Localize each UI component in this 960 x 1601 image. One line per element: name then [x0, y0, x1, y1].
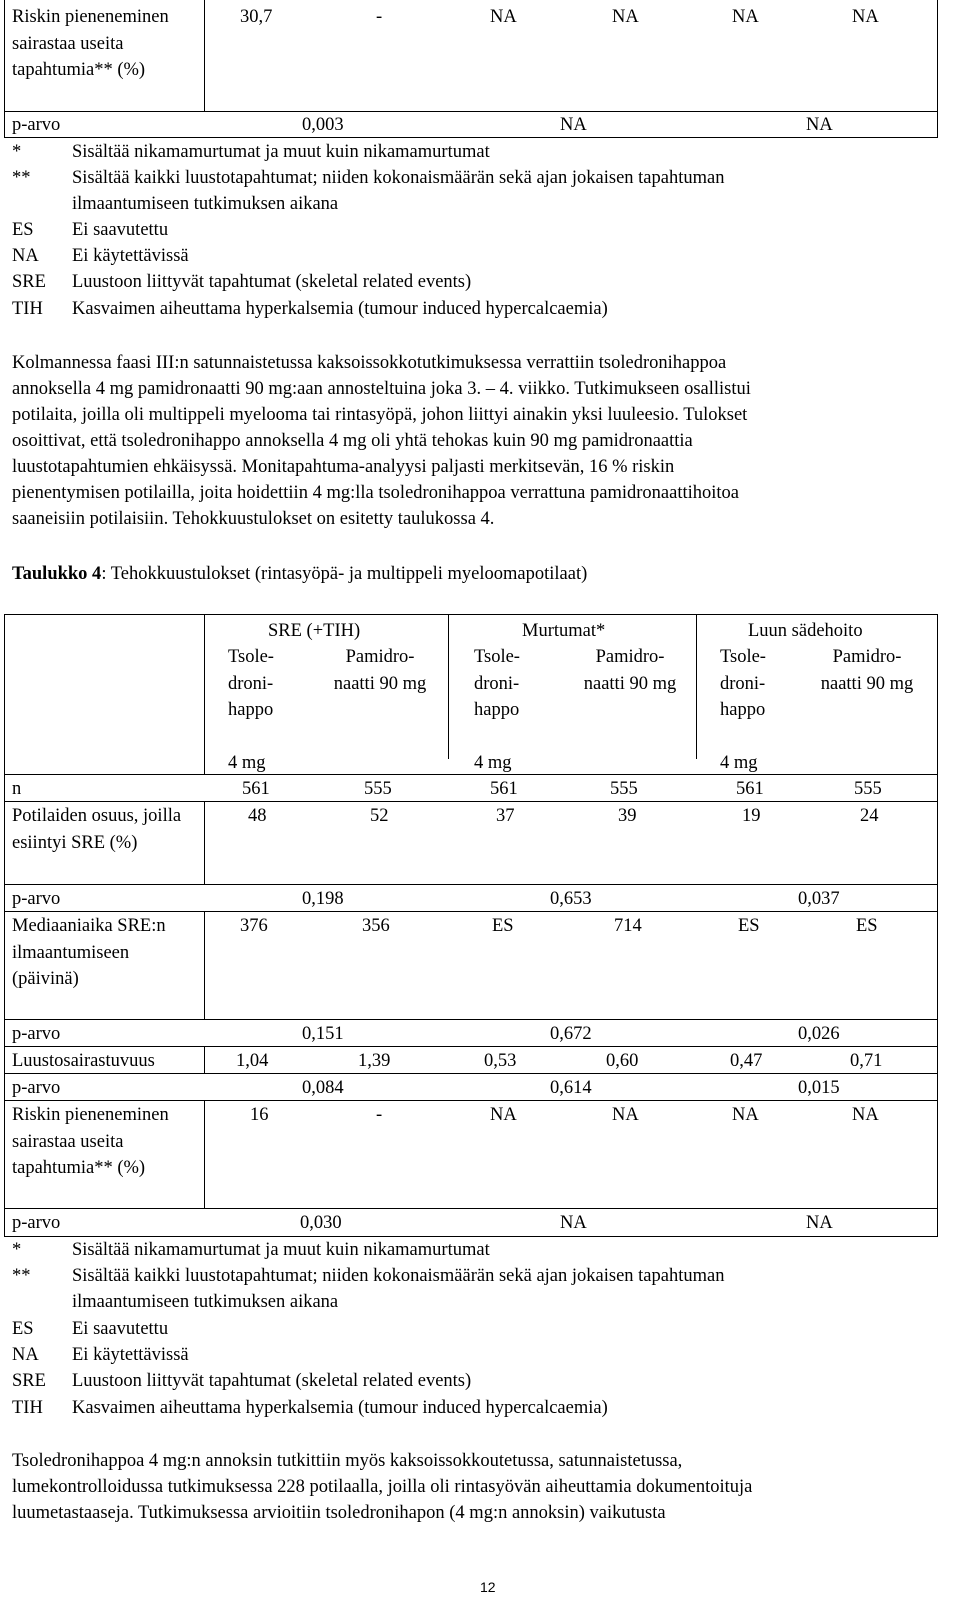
footnote: NA Ei käytettävissä — [12, 246, 189, 266]
row-label-p: p-arvo — [12, 889, 61, 909]
cell: 0,037 — [798, 889, 840, 909]
cell: - — [376, 1105, 383, 1125]
cell: 24 — [860, 806, 879, 826]
col-header-zol-2: Tsole- droni- happo 4 mg — [474, 647, 520, 773]
cell: 0,60 — [606, 1051, 639, 1071]
col-header-zol-1: Tsole- droni- happo 4 mg — [228, 647, 274, 773]
footnote: NA Ei käytettävissä — [12, 1345, 189, 1365]
cell: 19 — [742, 806, 761, 826]
top-p-v1: 0,003 — [302, 115, 344, 135]
top-risk-v2: - — [376, 7, 383, 27]
cell: 714 — [614, 916, 642, 936]
paragraph-line: Kolmannessa faasi III:n satunnaistetussa kaksoissokkotutkimuksessa verrattiin tsoledronihappoa — [12, 353, 727, 373]
cell: 0,47 — [730, 1051, 763, 1071]
footnote: * Sisältää nikamamurtumat ja muut kuin nikamamurtumat — [12, 142, 490, 162]
cell: NA — [732, 1105, 759, 1125]
paragraph-line: luumetastaaseja. Tutkimuksessa arvioitiin tsoledronihapon (4 mg:n annoksin) vaikutusta — [12, 1503, 666, 1523]
cell: 52 — [370, 806, 389, 826]
footnote: ES Ei saavutettu — [12, 1319, 169, 1339]
paragraph-line: osoittivat, että tsoledronihappo annoksella 4 mg oli yhtä tehokas kuin 90 mg pamidronaattia — [12, 431, 693, 451]
cell: NA — [490, 1105, 517, 1125]
cell: 39 — [618, 806, 637, 826]
cell: 376 — [240, 916, 268, 936]
row-label-n: n — [12, 779, 22, 799]
cell: 555 — [364, 779, 392, 799]
cell: 561 — [242, 779, 270, 799]
cell: 561 — [490, 779, 518, 799]
footnote: ** Sisältää kaikki luustotapahtumat; niiden kokonaismäärän sekä ajan jokaisen tapahtuman — [12, 1266, 725, 1286]
cell: 37 — [496, 806, 515, 826]
col-header-pam-1: Pamidro- naatti 90 mg — [333, 647, 427, 694]
top-risk-v1: 30,7 — [240, 7, 273, 27]
group-header-murtumat: Murtumat* — [522, 621, 606, 641]
col-header-pam-3: Pamidro- naatti 90 mg — [820, 647, 914, 694]
top-p-label: p-arvo — [12, 115, 61, 135]
table-caption: Taulukko 4: Tehokkuustulokset (rintasyöpä- ja multippeli myeloomapotilaat) — [12, 564, 588, 584]
cell: NA — [612, 1105, 639, 1125]
footnote: TIH Kasvaimen aiheuttama hyperkalsemia (tumour induced hypercalcaemia) — [12, 1398, 608, 1418]
footnote: SRE Luustoon liittyvät tapahtumat (skeletal related events) — [12, 272, 472, 292]
cell: 0,198 — [302, 889, 344, 909]
cell: NA — [852, 1105, 879, 1125]
cell: 0,026 — [798, 1024, 840, 1044]
cell: 0,151 — [302, 1024, 344, 1044]
cell: 356 — [362, 916, 390, 936]
footnote-continuation: ilmaantumiseen tutkimuksen aikana — [72, 1292, 339, 1312]
cell: 0,030 — [300, 1213, 342, 1233]
footnote: * Sisältää nikamamurtumat ja muut kuin nikamamurtumat — [12, 1240, 490, 1260]
col-header-zol-3: Tsole- droni- happo 4 mg — [720, 647, 766, 773]
cell: 0,71 — [850, 1051, 883, 1071]
top-risk-v4: NA — [612, 7, 639, 27]
cell: 0,653 — [550, 889, 592, 909]
col-header-pam-2: Pamidro- naatti 90 mg — [583, 647, 677, 694]
row-label-p: p-arvo — [12, 1078, 61, 1098]
top-risk-v3: NA — [490, 7, 517, 27]
cell: 16 — [250, 1105, 269, 1125]
cell: 0,53 — [484, 1051, 517, 1071]
cell: 561 — [736, 779, 764, 799]
row-label-morbidity: Luustosairastuvuus — [12, 1051, 155, 1071]
footnote: ES Ei saavutettu — [12, 220, 169, 240]
footnote-continuation: ilmaantumiseen tutkimuksen aikana — [72, 194, 339, 214]
cell: 1,04 — [236, 1051, 269, 1071]
group-header-sre: SRE (+TIH) — [268, 621, 361, 641]
row-label-p: p-arvo — [12, 1213, 61, 1233]
footnote: ** Sisältää kaikki luustotapahtumat; niiden kokonaismäärän sekä ajan jokaisen tapahtuman — [12, 168, 725, 188]
cell: 0,614 — [550, 1078, 592, 1098]
top-p-v3: NA — [806, 115, 833, 135]
group-header-sadehoito: Luun sädehoito — [748, 621, 863, 641]
cell: 555 — [610, 779, 638, 799]
paragraph-line: lumekontrolloidussa tutkimuksessa 228 potilaalla, joilla oli rintasyövän aiheuttamia dokumentoituja — [12, 1477, 753, 1497]
row-label-p: p-arvo — [12, 1024, 61, 1044]
cell: ES — [856, 916, 878, 936]
paragraph-line: potilaita, joilla oli multippeli myelooma tai rintasyöpä, johon liittyi ainakin yksi luuleesio. Tulokset — [12, 405, 748, 425]
top-p-v2: NA — [560, 115, 587, 135]
footnote: TIH Kasvaimen aiheuttama hyperkalsemia (tumour induced hypercalcaemia) — [12, 299, 608, 319]
cell: 1,39 — [358, 1051, 391, 1071]
cell: ES — [738, 916, 760, 936]
cell: NA — [560, 1213, 587, 1233]
footnote: SRE Luustoon liittyvät tapahtumat (skeletal related events) — [12, 1371, 472, 1391]
cell: NA — [806, 1213, 833, 1233]
paragraph-line: saaneisiin potilaisiin. Tehokkuustulokset on esitetty taulukossa 4. — [12, 509, 495, 529]
cell: 555 — [854, 779, 882, 799]
paragraph-line: annoksella 4 mg pamidronaatti 90 mg:aan annosteltuina joka 3. – 4. viikko. Tutkimukseen osallistui — [12, 379, 751, 399]
cell: 0,672 — [550, 1024, 592, 1044]
row-label-risk: Riskin pieneneminen sairastaa useita tapahtumia** (%) — [12, 1105, 169, 1178]
top-risk-v5: NA — [732, 7, 759, 27]
row-label-median-time: Mediaaniaika SRE:n ilmaantumiseen (päivinä) — [12, 916, 166, 989]
paragraph-line: Tsoledronihappoa 4 mg:n annoksin tutkittiin myös kaksoissokkoutetussa, satunnaistetussa, — [12, 1451, 683, 1471]
top-risk-v6: NA — [852, 7, 879, 27]
cell: ES — [492, 916, 514, 936]
top-table — [4, 0, 938, 138]
risk-row-label: Riskin pieneneminen sairastaa useita tapahtumia** (%) — [12, 7, 169, 80]
cell: 48 — [248, 806, 267, 826]
cell: 0,015 — [798, 1078, 840, 1098]
table-4 — [4, 614, 938, 1237]
page-number: 12 — [480, 1579, 496, 1595]
paragraph-line: pienentymisen potilailla, joita hoidettiin 4 mg:lla tsoledronihappoa verrattuna pamidronaattihoitoa — [12, 483, 739, 503]
cell: 0,084 — [302, 1078, 344, 1098]
row-label-sre-share: Potilaiden osuus, joilla esiintyi SRE (%) — [12, 806, 182, 853]
paragraph-line: luustotapahtumien ehkäisyssä. Monitapahtuma-analyysi paljasti merkitsevän, 16 % riskin — [12, 457, 675, 477]
